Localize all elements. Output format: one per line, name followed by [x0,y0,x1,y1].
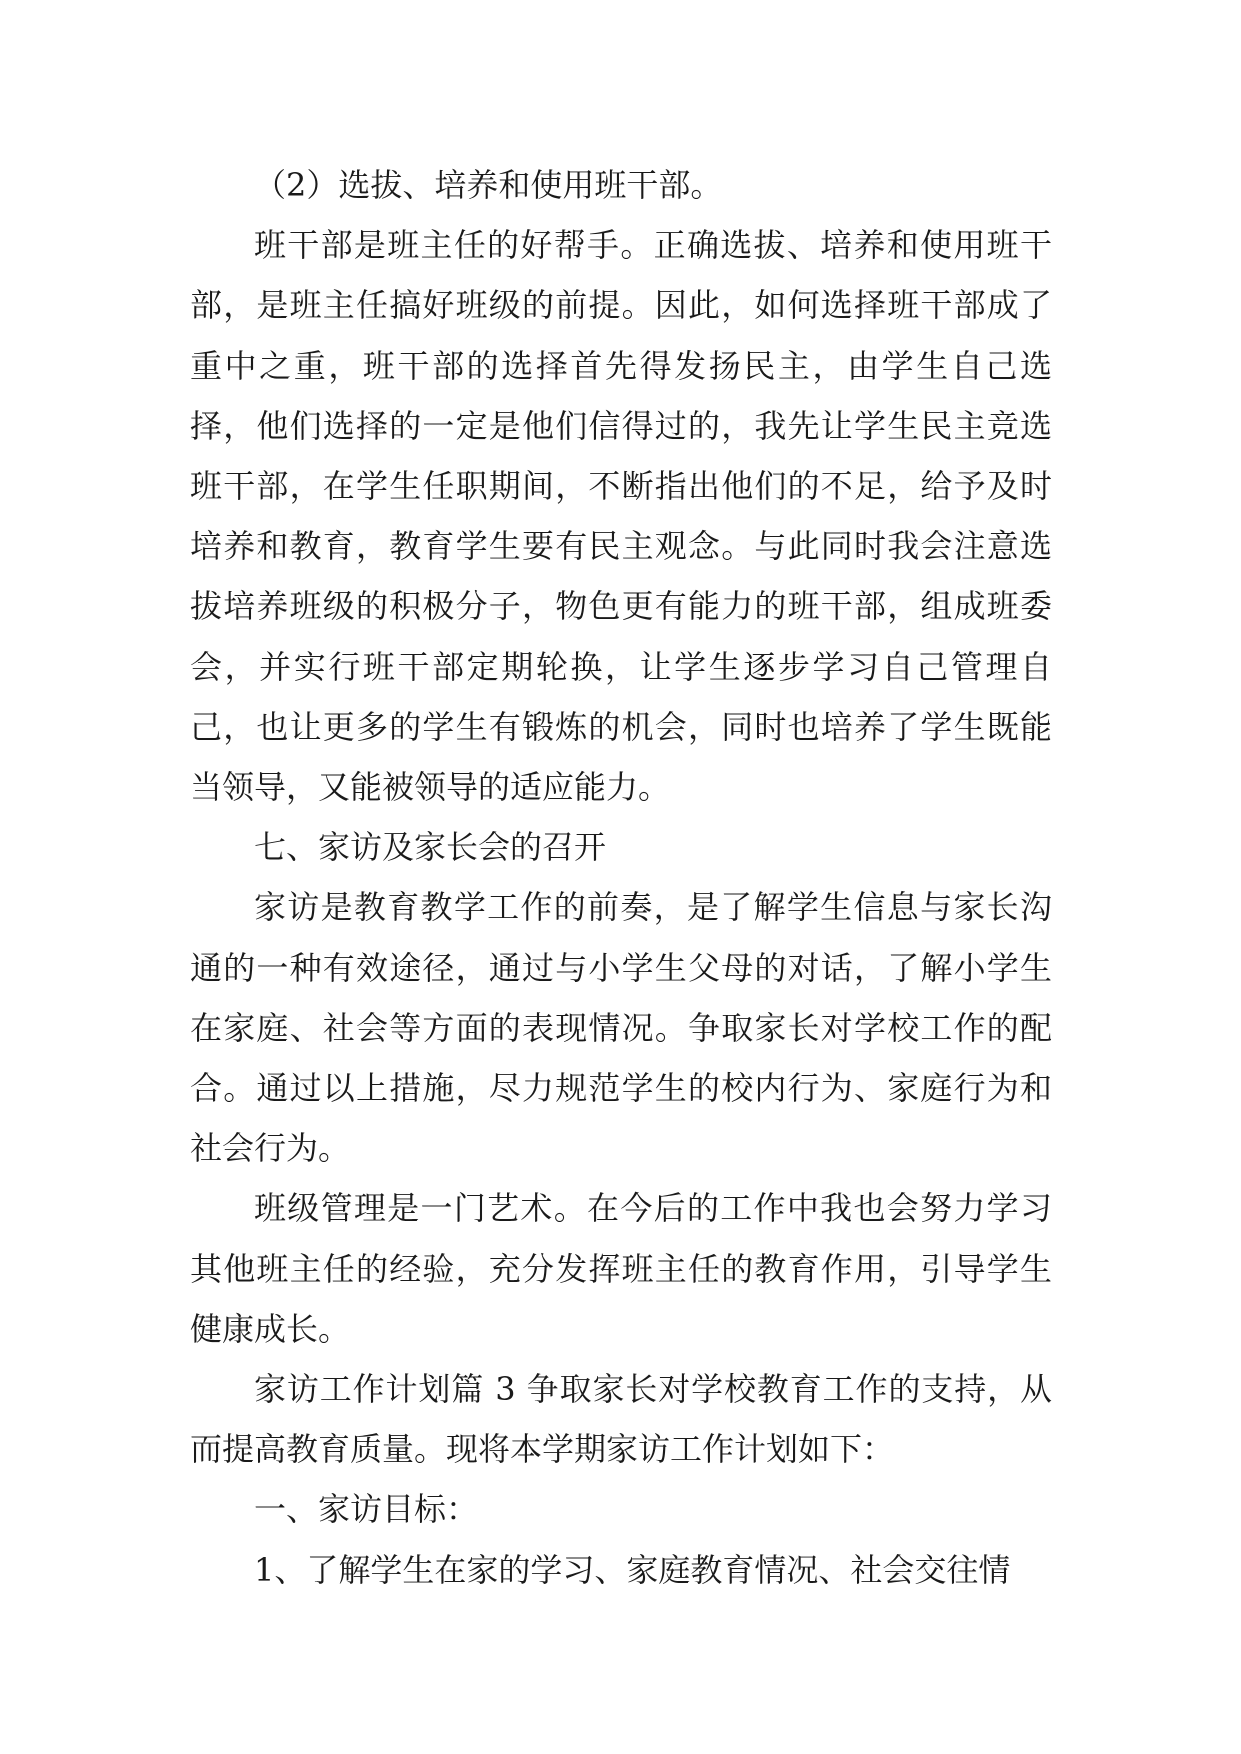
paragraph-plan-intro: 家访工作计划篇 3 争取家长对学校教育工作的支持，从而提高教育质量。现将本学期家访工作计划如下： [190,1370,1052,1469]
list-item-goal-1: 1、了解学生在家的学习、家庭教育情况、社会交往情 [254,1550,1011,1589]
paragraph-class-management: 班级管理是一门艺术。在今后的工作中我也会努力学习其他班主任的经验，充分发挥班主任的教育作用，引导学生健康成长。 [190,1189,1052,1348]
paragraph-home-visit: 家访是教育教学工作的前奏，是了解学生信息与家长沟通的一种有效途径，通过与小学生父母的对话，了解小学生在家庭、社会等方面的表现情况。争取家长对学校工作的配合。通过以上措施，尽力规范学生的校内行为、家庭行为和社会行为。 [190,888,1052,1168]
paragraph-subheading-class-cadre: （2）选拔、培养和使用班干部。 [254,166,723,204]
section-heading-goals: 一、家访目标： [254,1490,479,1529]
paragraph-class-cadre: 班干部是班主任的好帮手。正确选拔、培养和使用班干部，是班主任搞好班级的前提。因此，如何选择班干部成了重中之重，班干部的选择首先得发扬民主，由学生自己选择，他们选择的一定是他们信得过的，我先让学生民主竞选班干部，在学生任职期间，不断指出他们的不足，给予及时培养和教育，教育学生要有民主观念。与此同时我会注意选拔培养班级的积极分子，物色更有能力的班干部，组成班委会，并实行班干部定期轮换，让学生逐步学习自己管理自己，也让更多的学生有锻炼的机会，同时也培养了学生既能当领导，又能被领导的适应能力。 [190,226,1052,807]
section-heading-home-visit: 七、家访及家长会的召开 [254,828,607,867]
document-body [190,155,1052,1600]
